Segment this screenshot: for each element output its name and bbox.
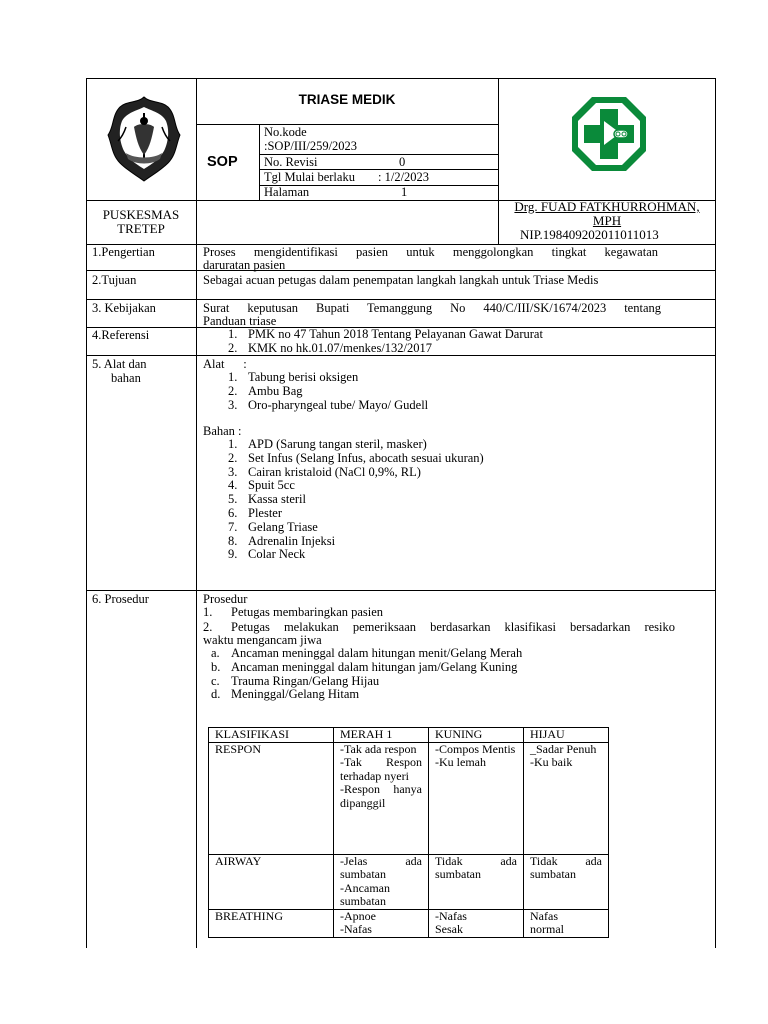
list-number: 1. bbox=[228, 370, 238, 384]
cell-line: -Nafas bbox=[340, 922, 372, 936]
list-text: Colar Neck bbox=[248, 547, 306, 562]
row-label-kebijakan: 3. Kebijakan bbox=[92, 301, 156, 315]
list-text: Ancaman meninggal dalam hitungan menit/Gelang Merah bbox=[231, 646, 523, 660]
list-number: 9. bbox=[228, 547, 238, 562]
prosedur-step2-line2: waktu mengancam jiwa bbox=[203, 633, 322, 647]
sop-label: SOP bbox=[207, 154, 238, 170]
table-cell-label: BREATHING bbox=[209, 909, 334, 937]
cell-line: _Sadar Penuh bbox=[530, 741, 597, 756]
table-cell-label: AIRWAY bbox=[209, 854, 334, 909]
table-header-cell: KUNING bbox=[429, 728, 524, 743]
list-item bbox=[211, 688, 522, 702]
list-text: Kassa steril bbox=[248, 492, 306, 507]
table-cell bbox=[429, 854, 524, 909]
list-text: Trauma Ringan/Gelang Hijau bbox=[231, 673, 380, 688]
list-number: 1. bbox=[228, 327, 238, 341]
table-cell bbox=[524, 909, 609, 937]
table-row bbox=[209, 909, 609, 937]
bahan-heading: Bahan : bbox=[203, 424, 242, 438]
list-item bbox=[228, 535, 484, 549]
list-text: Spuit 5cc bbox=[248, 478, 295, 493]
list-item bbox=[211, 661, 522, 675]
list-number: 2. bbox=[228, 383, 238, 398]
row-label-alat-line2: bahan bbox=[111, 371, 141, 385]
cell-line: Nafas bbox=[530, 908, 558, 923]
list-text: Oro-pharyngeal tube/ Mayo/ Gudell bbox=[248, 397, 429, 412]
cell-line: Tidak ada sumbatan bbox=[435, 853, 517, 881]
cell-line: -Tak ada respon bbox=[340, 741, 417, 756]
list-item bbox=[228, 521, 484, 535]
list-item bbox=[228, 399, 428, 413]
table-cell bbox=[429, 909, 524, 937]
puskesmas-logo-icon bbox=[570, 95, 648, 173]
signer-nip: NIP.198409202011011013 bbox=[520, 227, 659, 242]
signer-name-line2: MPH bbox=[592, 213, 622, 228]
cell-line: -Tak Respon terhadap nyeri bbox=[340, 755, 422, 783]
cell-line: -Jelas ada sumbatan bbox=[340, 853, 422, 881]
pengertian-text-line2: daruratan pasien bbox=[203, 258, 286, 272]
row-label-pengertian: 1.Pengertian bbox=[92, 245, 155, 259]
table-header-cell: KLASIFIKASI bbox=[209, 728, 334, 743]
kebijakan-text-line2: Panduan triase bbox=[203, 314, 277, 328]
list-text: KMK no hk.01.07/menkes/132/2017 bbox=[248, 340, 433, 355]
list-text: Set Infus (Selang Infus, abocath sesuai ukuran) bbox=[248, 450, 484, 465]
list-number: 7. bbox=[228, 519, 238, 534]
regency-emblem-icon bbox=[104, 93, 184, 183]
list-item bbox=[228, 438, 484, 452]
table-row bbox=[209, 854, 609, 909]
bahan-list bbox=[228, 438, 484, 562]
cell-line: -Apnoe bbox=[340, 908, 376, 923]
list-number: 5. bbox=[228, 492, 238, 507]
no-kode-value: :SOP/III/259/2023 bbox=[264, 139, 358, 153]
list-text: Ambu Bag bbox=[248, 383, 303, 398]
cell-line: Sesak bbox=[435, 922, 463, 936]
list-item bbox=[228, 466, 484, 480]
table-cell bbox=[334, 742, 429, 854]
table-cell bbox=[524, 742, 609, 854]
list-number: 2. bbox=[228, 340, 238, 355]
prosedur-sub-list bbox=[211, 647, 522, 702]
institution-name-line2: TRETEP bbox=[117, 221, 165, 236]
pengertian-text-line1: Proses mengidentifikasi pasien untuk menggolongkan tingkat kegawatan bbox=[203, 245, 658, 259]
table-header-cell: HIJAU bbox=[524, 728, 609, 743]
row-line-prosedur bbox=[86, 590, 716, 591]
list-number: 8. bbox=[228, 533, 238, 548]
no-kode-label: No.kode bbox=[264, 125, 307, 139]
table-cell bbox=[429, 742, 524, 854]
list-item bbox=[211, 647, 522, 661]
list-number: 4. bbox=[228, 478, 238, 493]
row-label-referensi: 4.Referensi bbox=[92, 328, 150, 342]
list-text: Ancaman meninggal dalam hitungan jam/Gelang Kuning bbox=[231, 659, 518, 674]
cell-line: -Respon hanya dipanggil bbox=[340, 782, 422, 810]
cell-line: -Ancaman sumbatan bbox=[340, 880, 390, 908]
prosedur-step2-number: 2. bbox=[203, 620, 213, 634]
institution-name-line1: PUSKESMAS bbox=[102, 207, 180, 222]
table-cell bbox=[334, 854, 429, 909]
no-revisi-value: 0 bbox=[399, 155, 406, 169]
cell-line: normal bbox=[530, 922, 564, 936]
prosedur-heading: Prosedur bbox=[203, 592, 248, 606]
list-text: Cairan kristaloid (NaCl 0,9%, RL) bbox=[248, 464, 421, 479]
prosedur-step1: Petugas membaringkan pasien bbox=[231, 605, 384, 619]
header-divider-left bbox=[196, 78, 197, 356]
list-item bbox=[228, 328, 543, 342]
document-title: TRIASE MEDIK bbox=[298, 92, 396, 107]
title-bottom-line bbox=[196, 124, 498, 125]
list-item bbox=[228, 479, 484, 493]
halaman-value: 1 bbox=[401, 185, 408, 199]
no-revisi-label: No. Revisi bbox=[264, 155, 318, 169]
row-label-alat-line1: 5. Alat dan bbox=[92, 357, 147, 371]
list-item bbox=[228, 548, 484, 562]
list-text: APD (Sarung tangan steril, masker) bbox=[248, 437, 427, 451]
row-label-prosedur: 6. Prosedur bbox=[92, 592, 149, 606]
list-number: d. bbox=[211, 687, 221, 702]
table-row bbox=[209, 742, 609, 854]
alat-heading: Alat : bbox=[203, 357, 247, 371]
row-line-tujuan bbox=[86, 270, 716, 271]
list-text: Gelang Triase bbox=[248, 519, 318, 534]
list-number: 6. bbox=[228, 505, 238, 520]
cell-line: -Compos Mentis bbox=[435, 741, 516, 756]
list-text: Adrenalin Injeksi bbox=[248, 533, 336, 548]
list-item bbox=[211, 675, 522, 689]
triage-table bbox=[208, 727, 609, 938]
list-number: 1. bbox=[228, 437, 238, 451]
table-cell bbox=[334, 909, 429, 937]
signer-name-line1: Drg. FUAD FATKHURROHMAN, bbox=[514, 199, 700, 214]
list-item bbox=[228, 371, 428, 385]
body-column-divider bbox=[196, 356, 197, 948]
list-item bbox=[228, 385, 428, 399]
table-cell-label: RESPON bbox=[209, 742, 334, 854]
halaman-label: Halaman bbox=[264, 185, 310, 199]
row-line-kebijakan bbox=[86, 299, 716, 300]
list-number: b. bbox=[211, 659, 221, 674]
cell-line: -Nafas bbox=[435, 908, 467, 923]
list-item bbox=[228, 452, 484, 466]
list-item bbox=[228, 507, 484, 521]
row-label-tujuan: 2.Tujuan bbox=[92, 273, 137, 287]
list-number: 3. bbox=[228, 397, 238, 412]
prosedur-step1-number: 1. bbox=[203, 605, 213, 619]
list-text: Plester bbox=[248, 505, 283, 520]
list-text: Meninggal/Gelang Hitam bbox=[231, 687, 360, 702]
tujuan-text: Sebagai acuan petugas dalam penempatan langkah langkah untuk Triase Medis bbox=[203, 273, 599, 287]
list-number: 3. bbox=[228, 464, 238, 479]
list-number: a. bbox=[211, 646, 220, 660]
referensi-list bbox=[228, 328, 543, 356]
list-text: Tabung berisi oksigen bbox=[248, 370, 359, 384]
cell-line: Tidak ada sumbatan bbox=[530, 853, 602, 881]
table-header-row bbox=[209, 728, 609, 743]
table-header-cell: MERAH 1 bbox=[334, 728, 429, 743]
list-item bbox=[228, 493, 484, 507]
kebijakan-text-line1: Surat keputusan Bupati Temanggung No 440/C/III/SK/1674/2023 tentang bbox=[203, 301, 661, 315]
list-number: c. bbox=[211, 673, 220, 688]
cell-line: -Ku baik bbox=[530, 755, 573, 769]
prosedur-step2-line1: Petugas melakukan pemeriksaan berdasarkan klasifikasi bersadarkan resiko bbox=[231, 620, 675, 634]
alat-list bbox=[228, 371, 428, 412]
list-text: PMK no 47 Tahun 2018 Tentang Pelayanan Gawat Darurat bbox=[248, 327, 543, 341]
tgl-value: : 1/2/2023 bbox=[378, 170, 430, 184]
list-item bbox=[228, 342, 543, 356]
cell-line: -Ku lemah bbox=[435, 755, 486, 769]
list-number: 2. bbox=[228, 450, 238, 465]
table-cell bbox=[524, 854, 609, 909]
sop-divider bbox=[259, 124, 260, 200]
tgl-label: Tgl Mulai berlaku bbox=[264, 170, 355, 184]
